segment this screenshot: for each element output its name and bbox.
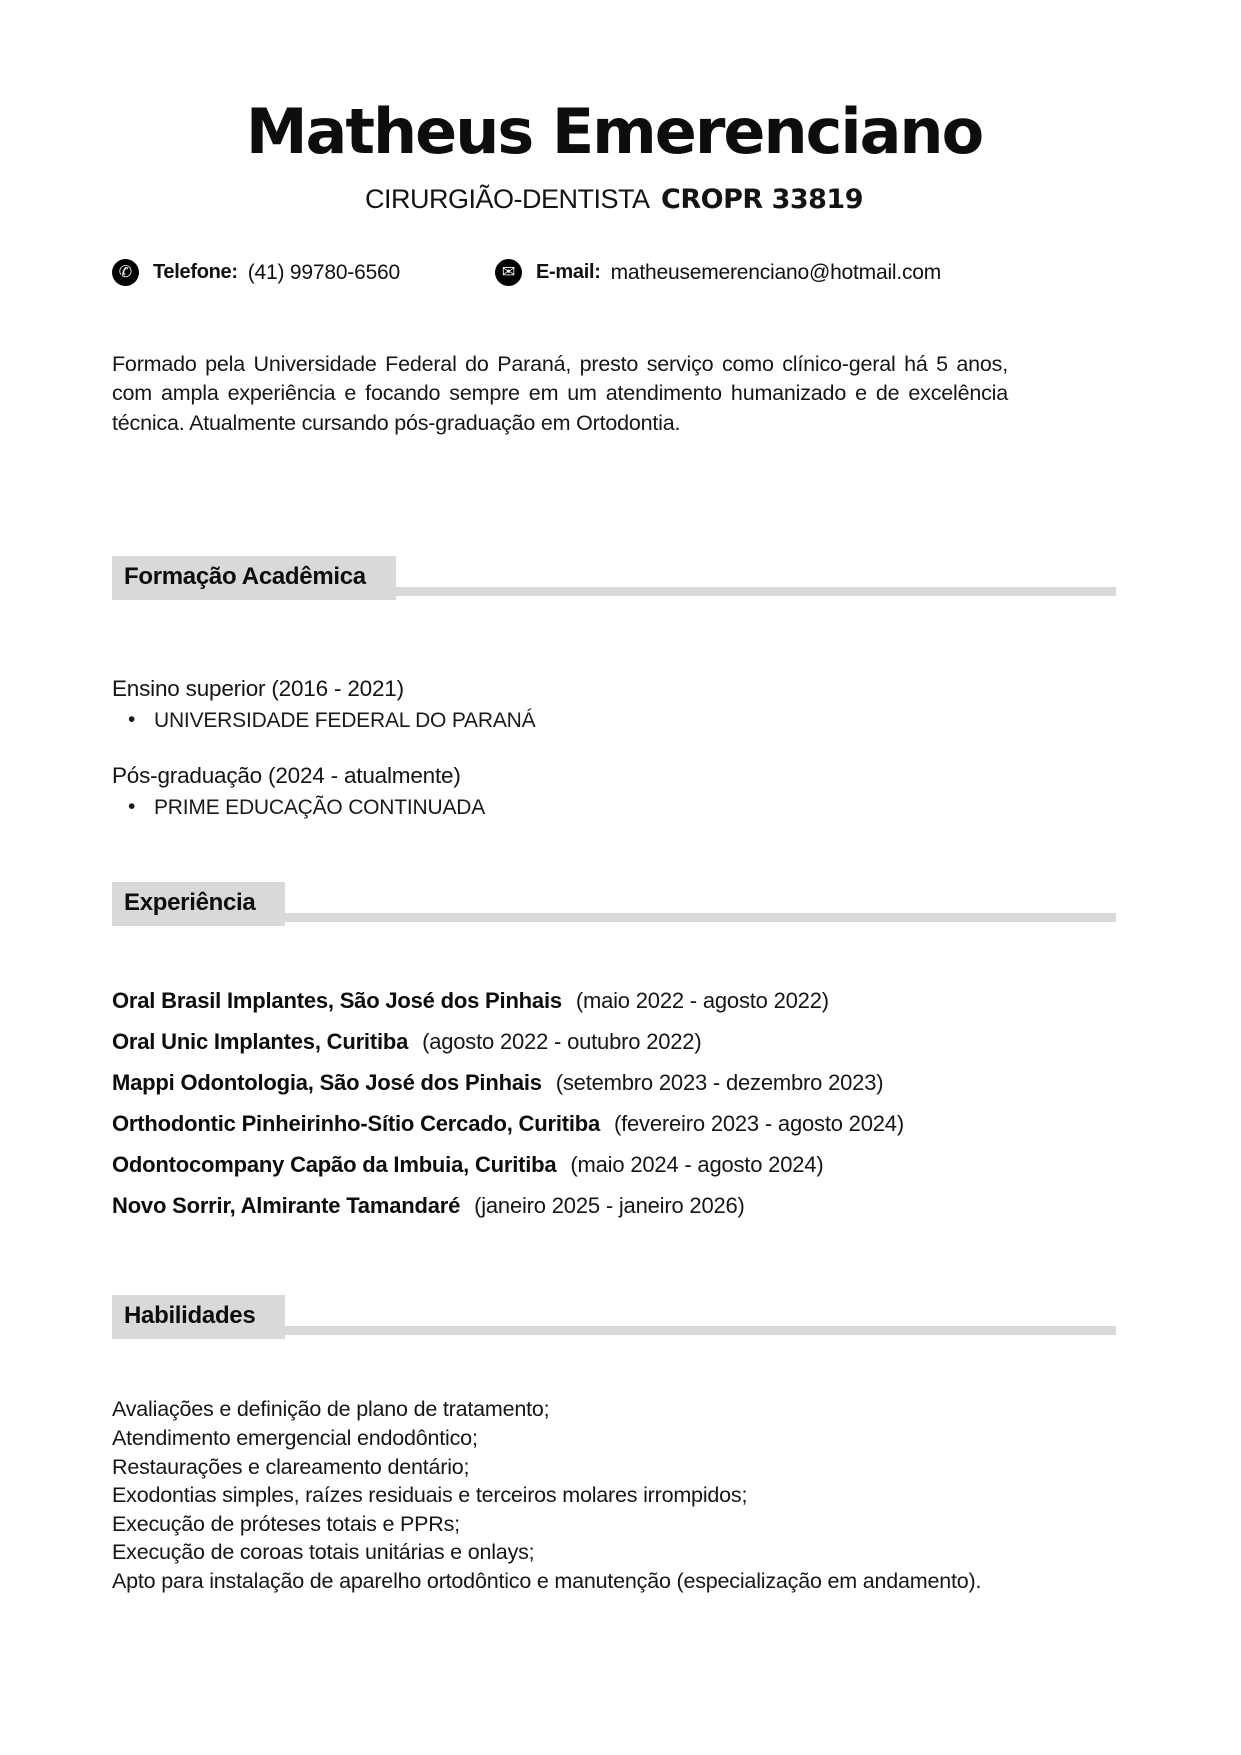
skill-item: Exodontias simples, raízes residuais e terceiros molares irrompidos; — [112, 1483, 748, 1508]
experience-company: Mappi Odontologia, São José dos Pinhais — [112, 1070, 542, 1096]
email-label: E-mail: — [536, 261, 601, 283]
skills-list — [112, 1395, 1008, 1595]
education-degree: Ensino superior (2016 - 2021) — [112, 676, 404, 702]
email-value[interactable]: matheusemerenciano@hotmail.com — [610, 260, 942, 284]
experience-period: (agosto 2022 - outubro 2022) — [422, 1029, 702, 1055]
experience-company: Orthodontic Pinheirinho-Sítio Cercado, Curitiba — [112, 1111, 601, 1137]
phone-value: (41) 99780-6560 — [247, 260, 401, 284]
experience-period: (setembro 2023 - dezembro 2023) — [555, 1070, 884, 1096]
section-education — [112, 556, 1116, 820]
education-institution-list — [112, 709, 1116, 733]
license-number: CROPR 33819 — [661, 184, 864, 215]
skill-item: Restaurações e clareamento dentário; — [112, 1454, 470, 1479]
skill-item: Execução de próteses totais e PPRs; — [112, 1511, 460, 1536]
section-skills — [112, 1295, 1116, 1595]
skill-item: Apto para instalação de aparelho ortodôntico e manutenção (especialização em andamento). — [112, 1568, 982, 1593]
email-contact — [495, 259, 941, 286]
section-title-skills: Habilidades — [112, 1295, 285, 1339]
experience-row — [112, 1111, 1116, 1137]
section-divider-bar — [285, 1326, 1116, 1335]
section-header-education — [112, 556, 1116, 600]
list-item: • PRIME EDUCAÇÃO CONTINUADA — [112, 796, 1116, 820]
profession-role: CIRURGIÃO-DENTISTA — [364, 184, 649, 214]
phone-contact — [112, 259, 400, 286]
education-institution-list — [112, 796, 1116, 820]
experience-period: (maio 2024 - agosto 2024) — [570, 1152, 824, 1178]
experience-row — [112, 1193, 1116, 1219]
experience-company: Odontocompany Capão da Imbuia, Curitiba — [112, 1152, 557, 1178]
phone-icon: ✆ — [112, 259, 139, 286]
contact-row — [112, 259, 1116, 286]
section-divider-bar — [396, 587, 1116, 596]
experience-row — [112, 1152, 1116, 1178]
skill-item: Atendimento emergencial endodôntico; — [112, 1425, 478, 1450]
education-entry — [112, 763, 1116, 820]
experience-row — [112, 1029, 1116, 1055]
experience-company: Oral Brasil Implantes, São José dos Pinhais — [112, 988, 562, 1014]
phone-label: Telefone: — [153, 261, 238, 283]
section-divider-bar — [285, 913, 1116, 922]
experience-company: Novo Sorrir, Almirante Tamandaré — [112, 1193, 461, 1219]
experience-company: Oral Unic Implantes, Curitiba — [112, 1029, 409, 1055]
summary-paragraph: Formado pela Universidade Federal do Paraná, presto serviço como clínico-geral há 5 anos, com ampla experiência e focando sempre em um atendimento humanizado e de excelência técnica. Atualmente cursando pós-graduação em Ortodontia. — [112, 352, 1008, 435]
section-title-education: Formação Acadêmica — [112, 556, 396, 600]
section-title-experience: Experiência — [112, 882, 285, 926]
experience-period: (fevereiro 2023 - agosto 2024) — [613, 1111, 904, 1137]
education-degree: Pós-graduação (2024 - atualmente) — [112, 763, 461, 789]
section-header-skills — [112, 1295, 1116, 1339]
list-item: • UNIVERSIDADE FEDERAL DO PARANÁ — [112, 709, 1116, 733]
experience-period: (janeiro 2025 - janeiro 2026) — [474, 1193, 745, 1219]
email-icon: ✉ — [495, 259, 522, 286]
skill-item: Execução de coroas totais unitárias e onlays; — [112, 1540, 535, 1565]
education-entry — [112, 676, 1116, 733]
experience-period: (maio 2022 - agosto 2022) — [575, 988, 829, 1014]
section-experience — [112, 882, 1116, 1219]
experience-row — [112, 988, 1116, 1014]
experience-list — [112, 988, 1116, 1219]
skill-item: Avaliações e definição de plano de tratamento; — [112, 1397, 550, 1422]
section-header-experience — [112, 882, 1116, 926]
experience-row — [112, 1070, 1116, 1096]
page-title: Matheus Emerenciano — [245, 95, 983, 168]
profession-subtitle — [112, 184, 1116, 215]
